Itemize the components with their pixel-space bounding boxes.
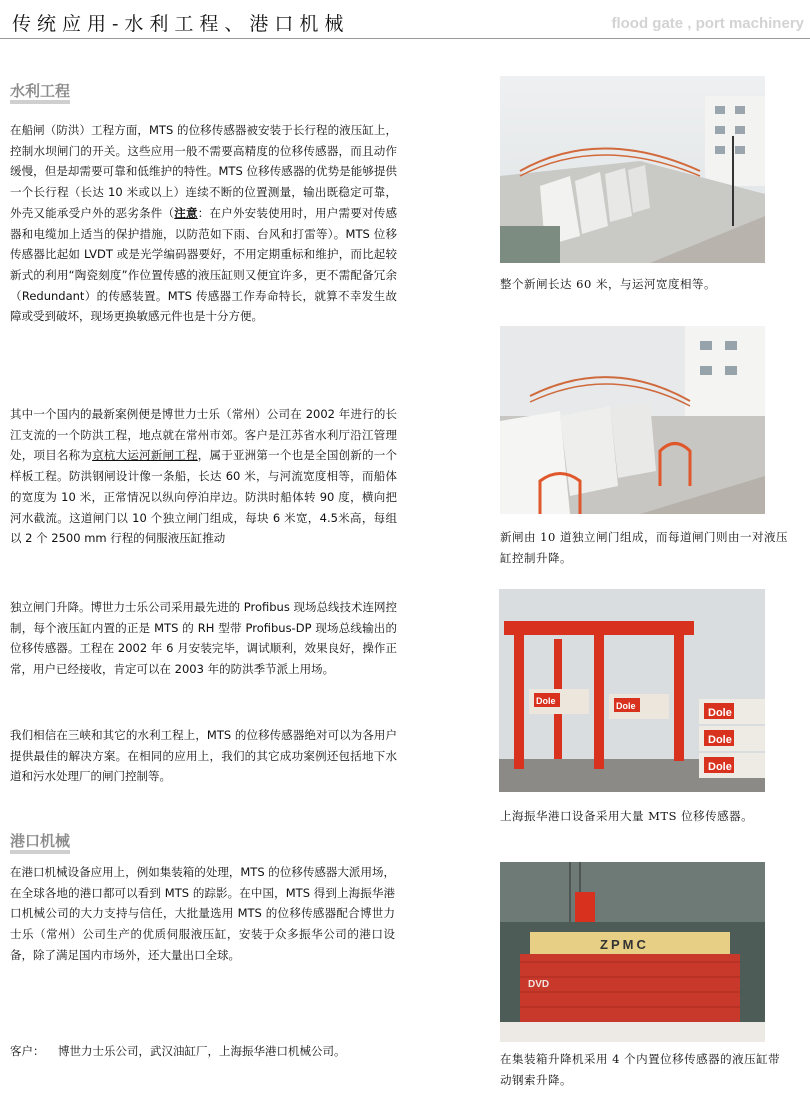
photo-floodgate-overview [500,76,765,263]
section-heading-port: 港口机械 [10,830,70,854]
port-crane-image [499,589,765,792]
photo-3-caption: 上海振华港口设备采用大量 MTS 位移传感器。 [500,809,754,823]
section-heading-water: 水利工程 [10,80,70,104]
photo-2-caption: 新闸由 10 道独立闸门组成，而每道闸门则由一对液压缸控制升降。 [500,530,788,565]
floodgate-overview-image [500,76,765,263]
photo-floodgate-closeup [500,326,765,514]
photo-container-spreader [500,862,765,1042]
client-text: 博世力士乐公司，武汉油缸厂，上海振华港口机械公司。 [58,1044,346,1058]
page-header [0,0,810,39]
container-label: Dole [708,761,732,773]
client-label: 客户： [10,1044,45,1058]
container-label: Dole [536,696,556,706]
container-logo: DVD [528,979,550,990]
photo-1-caption: 整个新闸长达 60 米，与运河宽度相等。 [500,277,716,291]
page-title: 传统应用-水利工程、港口机械 [12,13,350,35]
water-paragraph-1: 在船闸（防洪）工程方面，MTS 的位移传感器被安装于长行程的液压缸上，控制水坝闸门的开关。这些应用一般不需要高精度的位移传感器，而且动作缓慢，但是却需要可靠和低维护的特性。MTS 位移传感器的优势是能够提供一个长行程（长达 10 米或以上）连续不断的位置测量，输出既稳定可靠，外壳又能承受户外的恶劣条件（注意：在户外安装使用时，用户需要对传感器和电缆加上适当的保护措施，以防范如下雨、台风和打雷等）。MTS 位移传感器比起如 LVDT 或是光学编码器要好，不用定期重标和维护，而比起较新式的利用“陶瓷刻度”作位置传感的液压缸则又便宜许多，更不需配备冗余（Redundant）的传感装置。MTS 传感器工作寿命特长，就算不幸发生故障或受到破坏，现场更换敏感元件也是十分方便。 [10,123,397,324]
water-paragraph-3: 独立闸门升降。博世力士乐公司采用最先进的 Profibus 现场总线技术连网控制，每个液压缸内置的正是 MTS 的 RH 型带 Profibus-DP 现场总线输出的位移传感器。工程在 2002 年 6 月安装完毕，调试顺利，效果良好，操作正常，用户已经接收，肯定可以在 2003 年的防洪季节派上用场。 [10,600,397,677]
photo-port-crane [499,589,765,792]
note-label: 注意 [174,205,198,220]
container-label: Dole [616,701,636,711]
container-spreader-image [500,862,765,1042]
floodgate-closeup-image [500,326,765,514]
port-paragraph-1: 在港口机械设备应用上，例如集装箱的处理，MTS 的位移传感器大派用场，在全球各地的港口都可以看到 MTS 的踪影。在中国，MTS 得到上海振华港口机械公司的大力支持与信任，大批量选用 MTS 的位移传感器配合博世力士乐（常州）公司生产的优质伺服液压缸，安装于众多振华公司的港口设备，除了满足国内市场外，还大量出口全球。 [10,865,395,962]
page-subtitle-en: flood gate , port machinery [611,15,804,32]
project-name: 京杭大运河新闸工程 [92,448,198,463]
container-label: Dole [708,707,732,719]
container-label: Dole [708,734,732,746]
water-paragraph-2: 其中一个国内的最新案例便是博世力士乐（常州）公司在 2002 年进行的长江支流的一个防洪工程，地点就在常州市郊。客户是江苏省水利厅沿江管理处，项目名称为京杭大运河新闸工程，属于亚洲第一个也是全国创新的一个样板工程。防洪钢闸设计像一条船，长达 60 米，与河流宽度相等，而船体的宽度为 10 米，正常情况以纵向停泊岸边。防洪时船体转 90 度，横向把河水截流。这道闸门以 10 个独立闸门组成，每块 6 米宽，4.5米高，每组以 2 个 2500 mm 行程的伺服液压缸推动 [10,407,397,546]
water-paragraph-4: 我们相信在三峡和其它的水利工程上，MTS 的位移传感器绝对可以为各用户提供最佳的解决方案。在相同的应用上，我们的其它成功案例还包括地下水道和污水处理厂的闸门控制等。 [10,728,397,784]
spreader-label: ZPMC [600,937,649,952]
photo-4-caption: 在集装箱升降机采用 4 个内置位移传感器的液压缸带动钢索升降。 [500,1052,781,1087]
